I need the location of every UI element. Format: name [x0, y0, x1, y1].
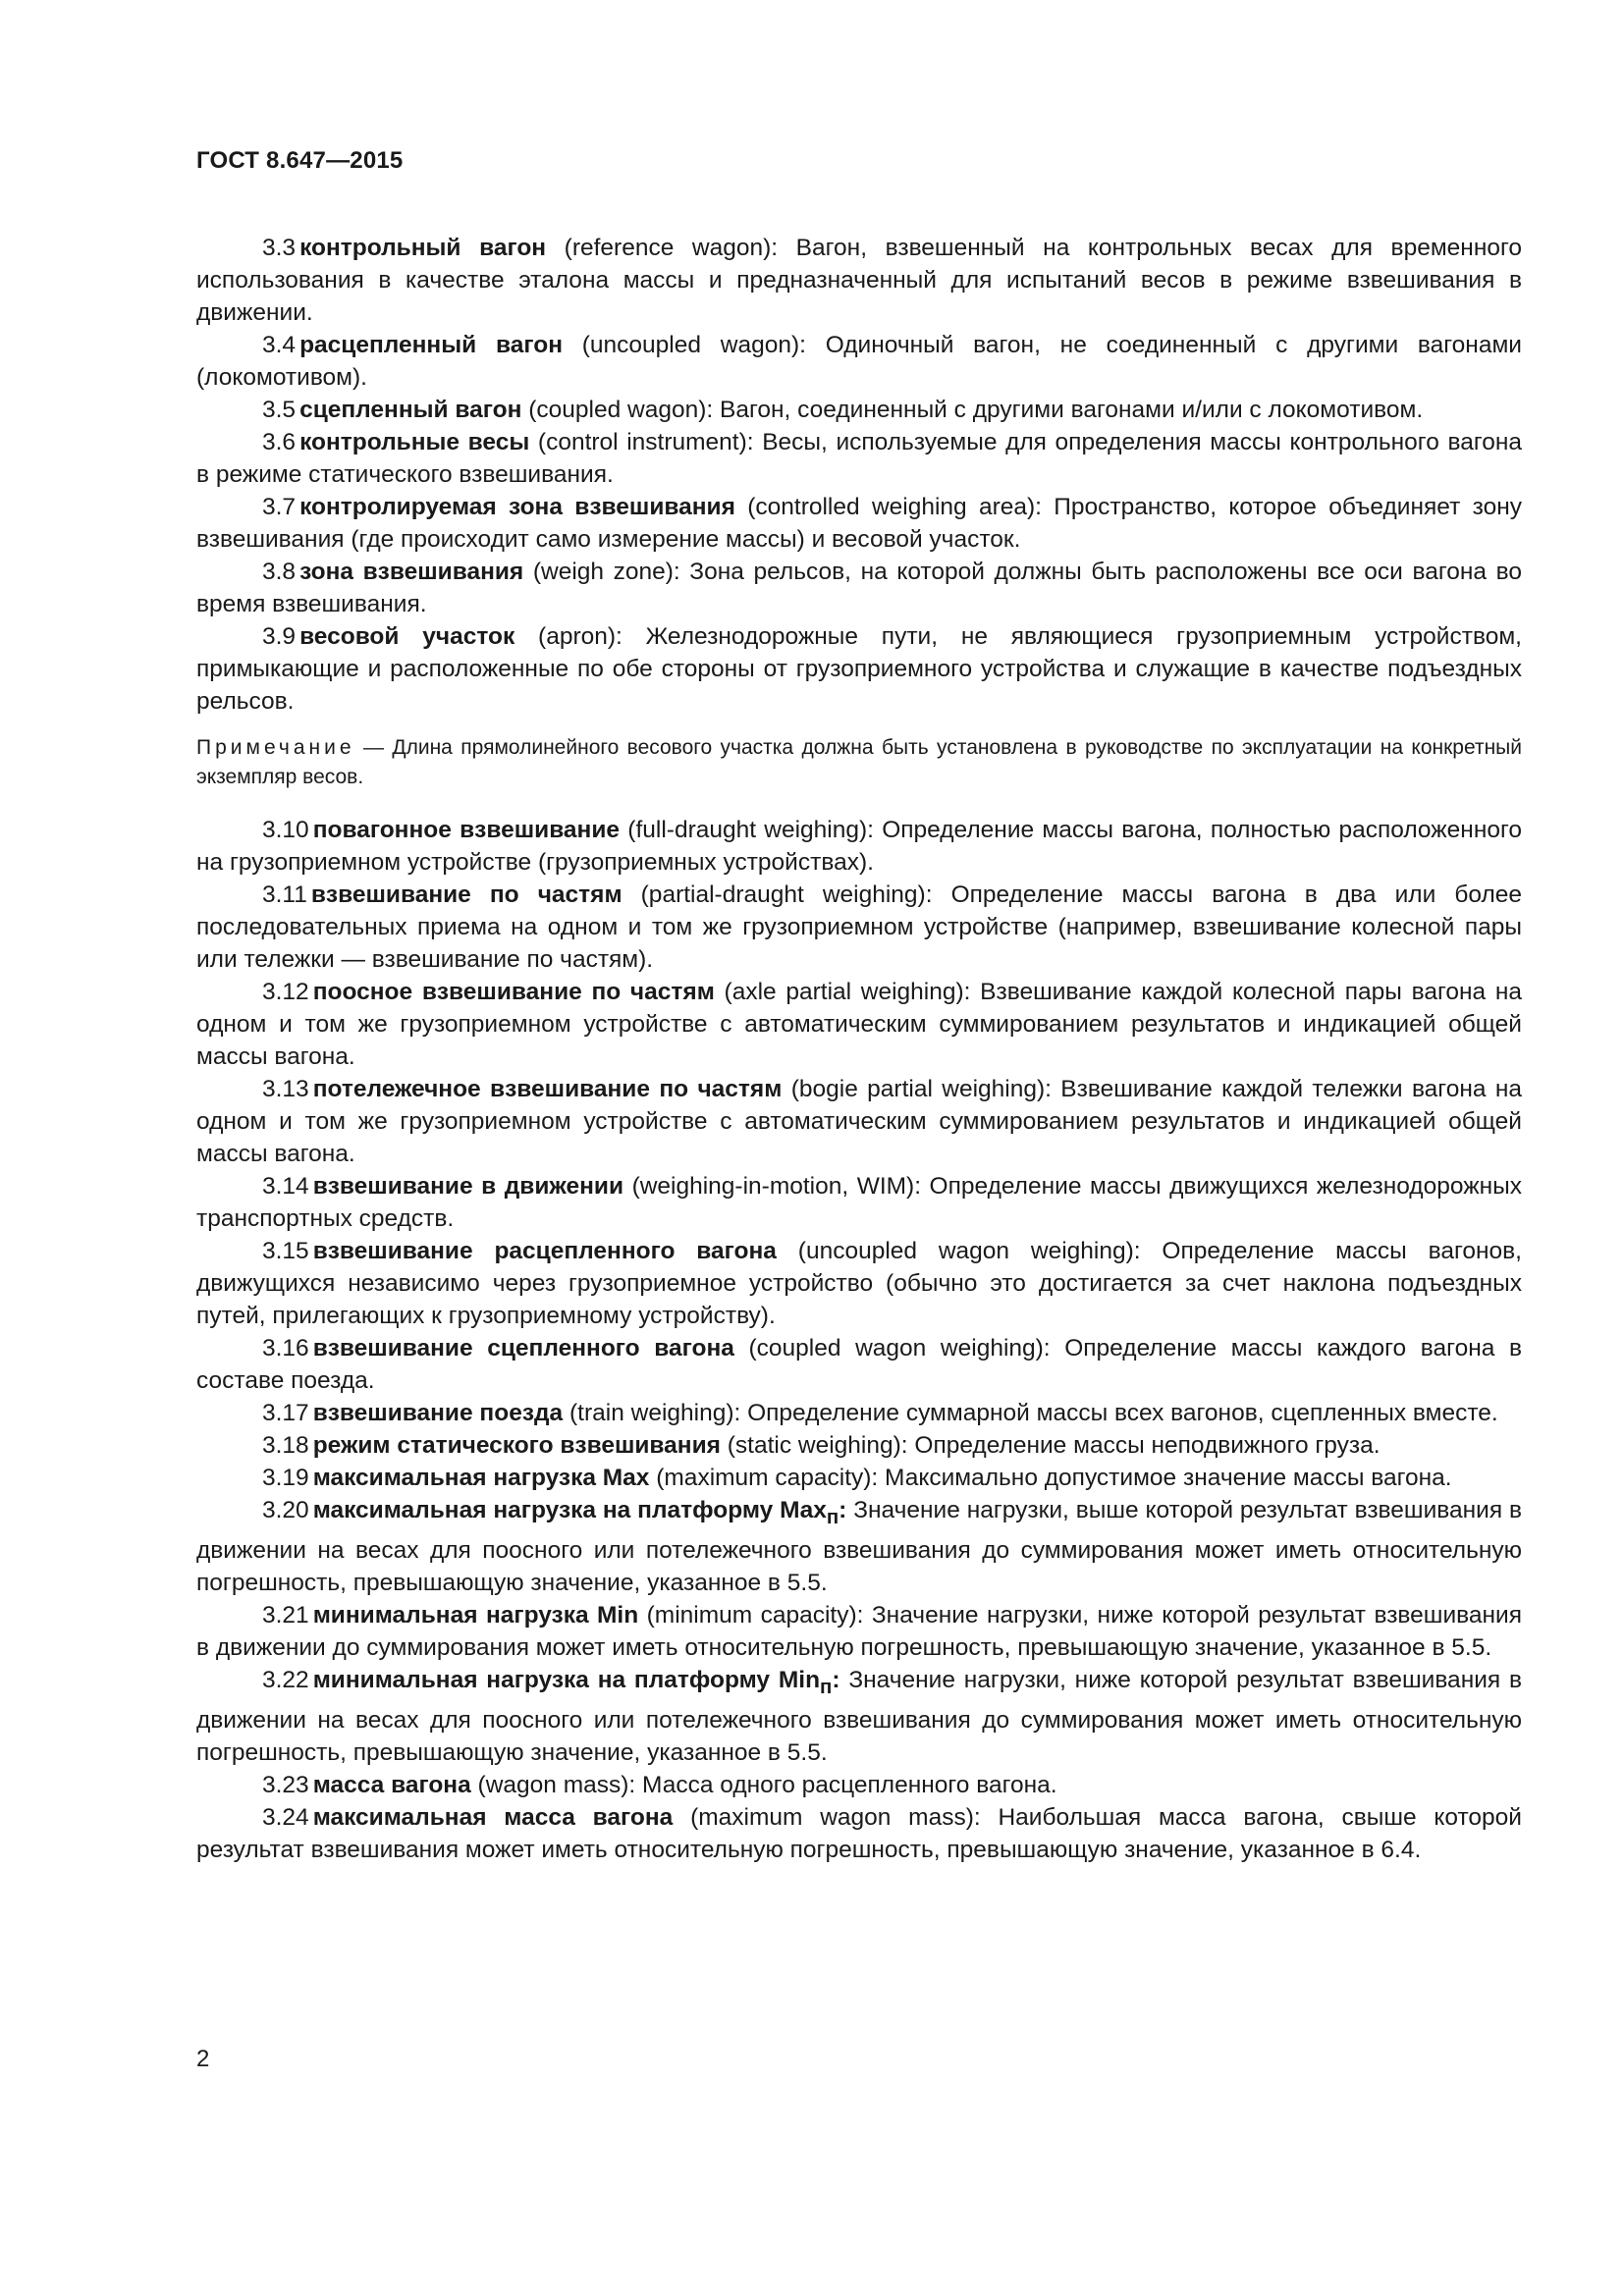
- term-name-text: взвешивание поезда: [312, 1400, 564, 1426]
- document-code-header: ГОСТ 8.647—2015: [196, 147, 404, 174]
- term-definition-text: (maximum wagon mass): Наибольшая масса вагона, свыше которой результат взвешивания может иметь относительную погрешность, превышающую значение, указанное в 6.4.: [196, 1803, 1522, 1863]
- term-number: 3.19: [262, 1465, 309, 1491]
- term-name-text: минимальная нагрузка на платформу Min: [312, 1666, 821, 1693]
- term-definition: [196, 1073, 1522, 1170]
- term-name-subscript: п: [820, 1676, 833, 1698]
- term-number: 3.14: [262, 1173, 309, 1200]
- term-name: [313, 1432, 721, 1459]
- term-number: 3.17: [262, 1400, 309, 1426]
- term-definition-text: Значение нагрузки, ниже которой результат взвешивания в движении на весах для поосного или потележечного взвешивания до суммирования может иметь относительную погрешность, превышающую значение, указанное в 5.5.: [196, 1666, 1522, 1766]
- term-definition-text: (wagon mass): Масса одного расцепленного вагона.: [470, 1771, 1057, 1798]
- term-name-text: расцепленный вагон: [299, 332, 563, 358]
- term-name-text: взвешивание расцепленного вагона: [312, 1238, 777, 1264]
- term-name: [299, 397, 521, 423]
- term-name-text: минимальная нагрузка Min: [312, 1601, 639, 1629]
- term-number: 3.13: [262, 1076, 309, 1102]
- term-definition-text: (reference wagon): Вагон, взвешенный на контрольных весах для временного использования в качестве эталона массы и предназначенный для испытаний весов в режиме взвешивания в движении.: [196, 235, 1522, 326]
- term-name-text: масса вагона: [312, 1771, 471, 1798]
- term-name: [313, 1772, 471, 1798]
- term-definition-text: (coupled wagon weighing): Определение массы каждого вагона в составе поезда.: [196, 1335, 1522, 1394]
- term-definition-text: (coupled wagon): Вагон, соединенный с другими вагонами и/или с локомотивом.: [521, 397, 1424, 423]
- term-number: 3.16: [262, 1335, 309, 1362]
- term-name: [299, 494, 735, 520]
- term-name: [313, 1173, 623, 1200]
- term-name-text: режим статического взвешивания: [312, 1432, 721, 1459]
- term-number: 3.15: [262, 1238, 309, 1264]
- term-definition: [196, 1462, 1522, 1494]
- document-page: [196, 147, 1522, 1866]
- term-name: [299, 332, 563, 358]
- term-definition: [196, 232, 1522, 329]
- term-definition-text: (partial-draught weighing): Определение массы вагона в два или более последовательных приема на одном и том же грузоприемном устройстве (например, взвешивание колесной пары или тележки — взвешивание по частям).: [196, 881, 1522, 973]
- term-name-text: максимальная нагрузка на платформу Max: [312, 1497, 827, 1523]
- term-definition: [196, 394, 1522, 426]
- term-definition: [196, 556, 1522, 620]
- term-name: [313, 817, 620, 843]
- term-number: 3.8: [262, 559, 297, 585]
- term-definition: [196, 1235, 1522, 1332]
- term-definition: [196, 879, 1522, 976]
- term-definition-text: (uncoupled wagon weighing): Определение массы вагонов, движущихся независимо через грузоприемное устройство (обычно это достигается за счет наклона подъездных путей, прилегающих к грузоприемному устройству).: [196, 1238, 1522, 1329]
- term-definition-text: (weigh zone): Зона рельсов, на которой должны быть расположены все оси вагона во время взвешивания.: [196, 559, 1522, 617]
- term-definition-text: (uncoupled wagon): Одиночный вагон, не соединенный с другими вагонами (локомотивом).: [196, 332, 1522, 391]
- term-definition: [196, 491, 1522, 556]
- term-name: [299, 559, 523, 585]
- term-number: 3.23: [262, 1771, 309, 1798]
- term-number: 3.12: [262, 979, 309, 1005]
- term-name: [299, 235, 546, 261]
- term-definition-text: (minimum capacity): Значение нагрузки, ниже которой результат взвешивания в движении до суммирования может иметь относительную погрешность, превышающую значение, указанное в 5.5.: [196, 1601, 1522, 1661]
- term-number: 3.18: [262, 1432, 309, 1459]
- term-definition: [196, 976, 1522, 1073]
- term-name-text: контролируемая зона взвешивания: [299, 494, 735, 520]
- term-number: 3.4: [262, 332, 297, 358]
- term-name-text: взвешивание в движении: [312, 1173, 624, 1200]
- term-number: 3.5: [262, 397, 297, 423]
- term-name: [299, 429, 529, 455]
- term-number: 3.20: [262, 1497, 309, 1523]
- term-number: 3.22: [262, 1666, 309, 1693]
- term-definition: [196, 814, 1522, 879]
- term-definition-text: (static weighing): Определение массы неподвижного груза.: [720, 1432, 1380, 1459]
- term-definition: [196, 620, 1522, 718]
- term-name-text: зона взвешивания: [299, 559, 524, 585]
- term-definition-text: (maximum capacity): Максимально допустимое значение массы вагона.: [649, 1465, 1452, 1491]
- term-definition-text: (controlled weighing area): Пространство, которое объединяет зону взвешивания (где происходит само измерение массы) и весовой участок.: [196, 494, 1522, 553]
- term-definition-text: (bogie partial weighing): Взвешивание каждой тележки вагона на одном и том же грузоприемном устройстве с автоматическим суммированием результатов и индикацией общей массы вагона.: [196, 1076, 1522, 1167]
- term-number: 3.10: [262, 817, 309, 843]
- terms-group-a: [196, 232, 1522, 718]
- term-definition: [196, 1801, 1522, 1866]
- term-name-text: взвешивание сцепленного вагона: [312, 1335, 734, 1362]
- terms-list: [196, 232, 1522, 1866]
- term-name: [311, 881, 623, 908]
- term-definition-text: (weighing-in-motion, WIM): Определение массы движущихся железнодорожных транспортных средств.: [196, 1173, 1522, 1232]
- term-name-subscript: п: [826, 1506, 839, 1528]
- terms-group-b: [196, 814, 1522, 1866]
- term-name: [299, 623, 514, 650]
- term-definition: [196, 1429, 1522, 1462]
- term-name: [313, 1238, 777, 1264]
- term-name-text: взвешивание по частям: [310, 881, 623, 908]
- term-name: [313, 1804, 674, 1831]
- term-name-text: поосное взвешивание по частям: [312, 979, 715, 1005]
- term-number: 3.24: [262, 1803, 309, 1831]
- term-name: [312, 1497, 847, 1528]
- term-name-text: максимальная масса вагона: [312, 1803, 674, 1831]
- term-definition: [196, 329, 1522, 394]
- term-definition-text: (apron): Железнодорожные пути, не являющиеся грузоприемным устройством, примыкающие и расположенные по обе стороны от грузоприемного устройства и служащие в качестве подъездных рельсов.: [196, 623, 1522, 715]
- term-name-text: контрольный вагон: [299, 235, 547, 261]
- term-definition: [196, 426, 1522, 491]
- term-name-text: контрольные весы: [299, 429, 530, 455]
- term-name: [313, 1400, 564, 1426]
- term-number: 3.7: [262, 494, 297, 520]
- term-definition-text: (train weighing): Определение суммарной массы всех вагонов, сцепленных вместе.: [563, 1400, 1498, 1426]
- term-name: [313, 1602, 639, 1629]
- term-name-tail: :: [832, 1666, 840, 1693]
- term-name: [313, 979, 715, 1005]
- term-name-text: максимальная нагрузка Max: [312, 1465, 650, 1491]
- term-name-text: весовой участок: [299, 623, 515, 650]
- term-definition-text: (control instrument): Весы, используемые для определения массы контрольного вагона в режиме статического взвешивания.: [196, 429, 1522, 488]
- term-definition: [196, 1332, 1522, 1397]
- page-number: 2: [196, 2046, 210, 2072]
- term-number: 3.11: [262, 881, 307, 908]
- term-name: [313, 1076, 783, 1102]
- note-label: Примечание: [196, 736, 355, 759]
- term-definition-text: (full-draught weighing): Определение массы вагона, полностью расположенного на грузоприемном устройстве (грузоприемных устройствах).: [196, 817, 1523, 876]
- term-definition: [196, 1769, 1522, 1801]
- term-name-text: потележечное взвешивание по частям: [312, 1076, 783, 1102]
- term-definition: [196, 1170, 1522, 1235]
- term-name-text: сцепленный вагон: [299, 397, 522, 423]
- term-number: 3.3: [262, 235, 297, 261]
- term-name: [313, 1335, 734, 1362]
- term-definition: [196, 1397, 1522, 1429]
- term-name-text: повагонное взвешивание: [312, 817, 621, 843]
- term-definition: [196, 1599, 1522, 1664]
- term-definition-text: (axle partial weighing): Взвешивание каждой колесной пары вагона на одном и том же грузоприемном устройстве с автоматическим суммированием результатов и индикацией общей массы вагона.: [196, 979, 1522, 1070]
- term-name: [312, 1666, 840, 1698]
- term-definition: [196, 1664, 1522, 1769]
- term-number: 3.21: [262, 1601, 309, 1629]
- term-name: [313, 1465, 650, 1491]
- note: [196, 733, 1522, 792]
- term-number: 3.9: [262, 623, 297, 650]
- term-number: 3.6: [262, 429, 297, 455]
- note-text: — Длина прямолинейного весового участка должна быть установлена в руководстве по эксплуатации на конкретный экземпляр весов.: [196, 736, 1522, 788]
- term-definition-text: Значение нагрузки, выше которой результат взвешивания в движении на весах для поосного или потележечного взвешивания до суммирования может иметь относительную погрешность, превышающую значение, указанное в 5.5.: [196, 1497, 1522, 1596]
- term-name-tail: :: [839, 1497, 847, 1523]
- term-definition: [196, 1494, 1522, 1599]
